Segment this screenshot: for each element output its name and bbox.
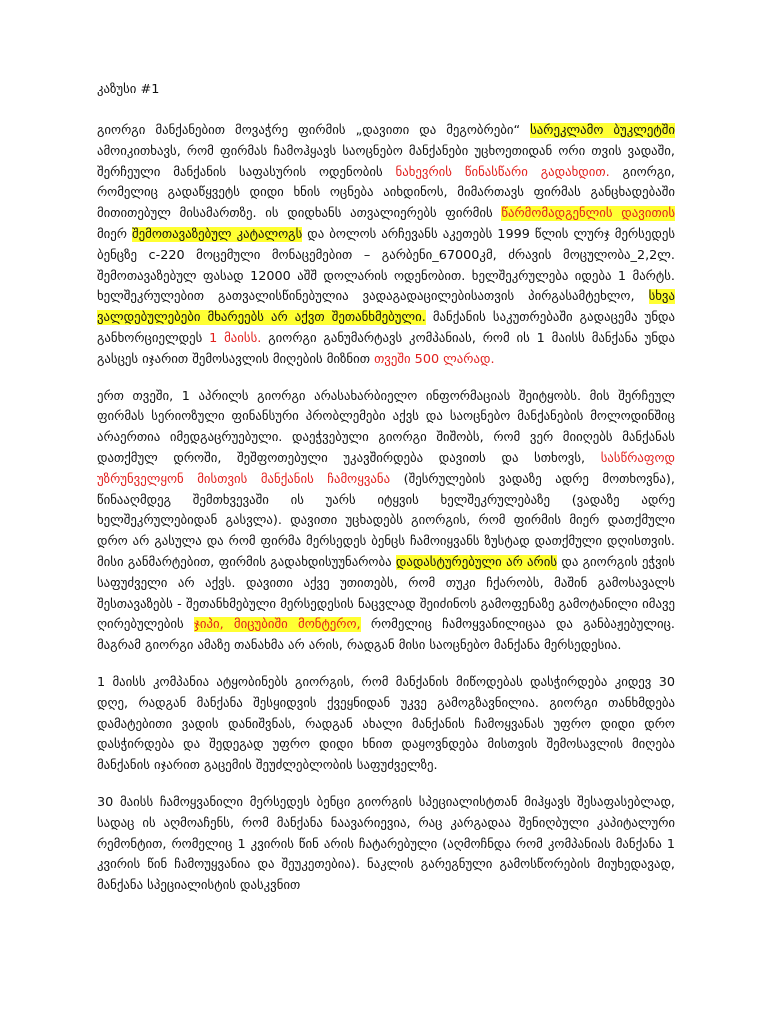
paragraph-4 bbox=[97, 793, 675, 897]
document-title: კაზუსი #1 bbox=[97, 82, 160, 97]
document-page bbox=[97, 80, 675, 913]
highlighted-text: შემოთავაზებულ კატალოგს bbox=[132, 226, 303, 242]
text-run: მიერ bbox=[97, 226, 133, 242]
text-run: მანქანის საკუთრებაში გადაცემა უნდა განხორციელდეს bbox=[97, 310, 675, 346]
red-highlighted-text: ჯიპი, მიცუბიში მონტერო, bbox=[194, 617, 361, 633]
text-run: გიორგი განუმარტავს კომპანიას, რომ ის 1 მაისს მანქანა უნდა გასცეს იჯარით შემოსავლის მიღების მიზნით bbox=[97, 330, 675, 367]
text-run: და ბოლოს არჩევანს აკეთებს 1999 წლის ლურჯ მერსედეს ბენცზე c-220 მოცემული მონაცემებით – გარბენი_67000კმ, ძრავის მოცულობა_2,2ლ. შემოთავაზებულ ფასად 12000 აშშ დოლარის ოდენობით. ხელშეკრულება იდება 1 მარტს. ხელშეკრულებით გათვალისწინებულია ვადაგადაცილებისათვის პირგასამტეხლო, bbox=[97, 226, 676, 305]
paragraph-1 bbox=[97, 121, 675, 371]
text-run: 1 მაისს კომპანია ატყობინებს გიორგის, რომ მანქანის მიწოდებას დასჭირდება კიდევ 30 დღე, რადგან მანქანა შესყიდვის ქვეყნიდან უკვე გამოგზავნილია. გიორგი თანხმდება დამატებითი ვადის დანიშვნას, რადგან ახალი მანქანის ჩამოყვანას უფრო დიდი დრო დასჭირდება და შედეგად უფრო დიდი ხნით დაყოვნდება მისთვის შემოსავლის მიღება მანქანის იჯარით გაცემის შეუძლებლობის საფუძველზე. bbox=[97, 674, 675, 774]
highlighted-text: სხვა ვალდებულებები მხარეებს არ აქვთ შეთანხმებული. bbox=[97, 289, 675, 326]
red-text: ნახევრის წინასწარი გადახდით. bbox=[395, 164, 610, 180]
paragraph-3 bbox=[97, 673, 675, 777]
paragraph-2 bbox=[97, 387, 675, 657]
red-text: 1 მაისს. bbox=[209, 330, 262, 346]
text-run: რომელიც ჩამოყვანილიცაა და განბაჟებულიც. მაგრამ გიორგი ამაზე თანახმა არ არის, რადგან მისი საოცნებო მანქანა მერსედესია. bbox=[97, 617, 675, 654]
text-run: ერთ თვეში, 1 აპრილს გიორგი არასახარბიელო ინფორმაციას შეიტყობს. მის შერჩეულ ფირმას სერიოზული ფინანსური პრობლემები აქვს და საოცნებო მანქანების მოლოდინშიც არაერთია იმედგაცრუებული. დაეჭვებული გიორგი შიშობს, რომ ვერ მიიღებს მანქანას დათქმულ დროში, შეშფოთებული უკავშირდება დავითს და სთხოვს, bbox=[97, 388, 675, 466]
highlighted-text: სარეკლამო ბუკლეტში bbox=[530, 123, 675, 138]
text-run: ამოიკითხავს, რომ ფირმას ჩამოჰყავს საოცნებო მანქანები უცხოეთიდან ორი თვის ვადაში, შერჩეული მანქანის საფასურის ოდენობის bbox=[97, 143, 675, 180]
text-run: 30 მაისს ჩამოყვანილი მერსედეს ბენცი გიორგის სპეციალისტთან მიჰყავს შესაფასებლად, სადაც ის აღმოაჩენს, რომ მანქანა ნაავარიევია, რაც კარგადაა შენიღბული კაპიტალური რემონტით, რომელიც 1 კვირის წინ არის ჩატარებული (აღმოჩნდა რომ კომპანიას მანქანა 1 კვირის წინ ჩამოუყვანია და შეუკეთებია). ნაკლის გარეგნული გამოსწორების მიუხედავად, მანქანა სპეციალისტის დასკვნით bbox=[97, 794, 675, 894]
red-text: სასწრაფოდ უზრუნველყონ მისთვის მანქანის ჩამოყვანა bbox=[97, 450, 675, 487]
red-highlighted-text: წარმომადგენლის დავითის bbox=[501, 206, 676, 222]
text-run: გიორგი, რომელიც გადაწყვეტს დიდი ხნის ოცნება აიხდინოს, მიმართავს ფირმას განცხადებაში მითითებულ მისამართზე. ის დიდხანს ათვალიერებს ფირმის bbox=[97, 164, 675, 222]
text-run: და გიორგის ეჭვის საფუძველი არ აქვს. დავითი აქვე უთითებს, რომ თუკი ჩქარობს, მაშინ გამოსავალს შესთავაზებს - შეთანხმებული მერსედესის ნაცვლად შეიძინოს გამოფენაზე გამოტანილი იმავე ღირებულების bbox=[97, 554, 675, 633]
text-run: (შესრულების ვადაზე ადრე მოთხოვნა), წინააღმდეგ შემთხვევაში ის უარს იტყვის ხელშეკრულებაზე (ვადაზე ადრე ხელშეკრულებიდან გასვლა). დავითი უცხადებს გიორგის, რომ ფირმის მიერ დათქმული დრო არ გასულა და რომ ფირმა მერსედეს ბენცს ჩამოიყვანს ზუსტად დათქმული დღისთვის. მისი განმარტებით, ფირმის გადახდისუუნარობა bbox=[97, 471, 675, 570]
text-run: გიორგი მანქანებით მოვაჭრე ფირმის „დავითი და მეგობრები“ bbox=[97, 123, 531, 138]
red-text: თვეში 500 ლარად. bbox=[374, 351, 495, 367]
highlighted-text: დადასტურებული არ არის bbox=[395, 554, 558, 570]
